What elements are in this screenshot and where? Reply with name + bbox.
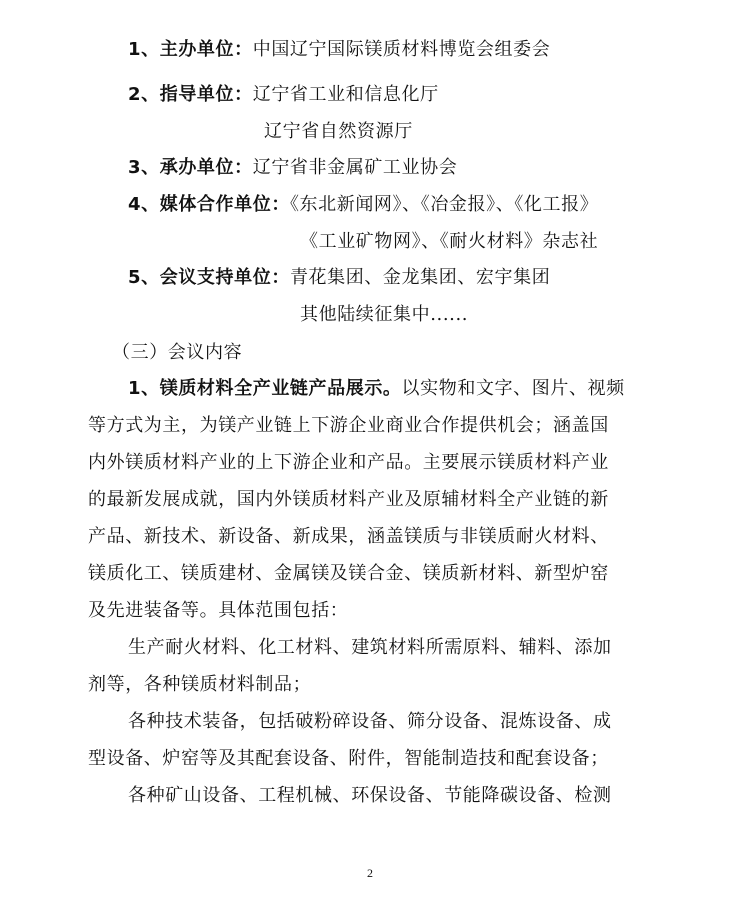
content-line: 等方式为主，为镁产业链上下游企业商业合作提供机会；涵盖国	[88, 415, 609, 436]
item-value: 《东北新闻网》、《冶金报》、《化工报》	[289, 194, 599, 215]
item-label: 主办单位：	[159, 39, 253, 60]
content-line: 内外镁质材料产业的上下游企业和产品。主要展示镁质材料产业	[88, 452, 609, 473]
item-2	[128, 83, 439, 107]
content-line: 剂等，各种镁质材料制品；	[88, 674, 312, 695]
item-4	[128, 193, 598, 217]
item-2-continuation: 辽宁省自然资源厅	[264, 121, 413, 142]
item-label: 会议支持单位：	[159, 267, 290, 288]
item-number: 1、	[128, 39, 160, 60]
item-label: 承办单位：	[159, 157, 253, 178]
section-heading: （三）会议内容	[112, 342, 243, 363]
page-number: 2	[367, 866, 373, 880]
content-line: 型设备、炉窑等及其配套设备、附件，智能制造技和配套设备；	[88, 748, 609, 769]
item-label: 指导单位：	[159, 84, 253, 105]
item-number: 5、	[128, 267, 160, 288]
item-1	[128, 38, 550, 62]
item-4-continuation: 《工业矿物网》、《耐火材料》杂志社	[300, 231, 599, 252]
item-number: 2、	[128, 84, 160, 105]
item-number: 3、	[128, 157, 160, 178]
item-value: 辽宁省工业和信息化厅	[252, 84, 439, 105]
item-label: 媒体合作单位：	[159, 194, 290, 215]
item-value: 辽宁省非金属矿工业协会	[252, 157, 458, 178]
content-line: 各种矿山设备、工程机械、环保设备、节能降碳设备、检测	[128, 785, 612, 806]
content-line: 的最新发展成就，国内外镁质材料产业及原辅材料全产业链的新	[88, 489, 609, 510]
content-lead-line	[128, 377, 625, 401]
item-value: 青花集团、金龙集团、宏宇集团	[289, 267, 551, 288]
item-3	[128, 156, 457, 180]
item-value: 中国辽宁国际镁质材料博览会组委会	[252, 39, 551, 60]
item-5-continuation: 其他陆续征集中......	[300, 304, 469, 325]
content-line: 生产耐火材料、化工材料、建筑材料所需原料、辅料、添加	[128, 637, 612, 658]
content-line: 及先进装备等。具体范围包括：	[88, 600, 349, 621]
item-5	[128, 266, 550, 290]
item-number: 4、	[128, 194, 160, 215]
content-text: 以实物和文字、图片、视频	[401, 378, 625, 399]
content-number: 1、	[128, 378, 160, 399]
content-line: 各种技术装备，包括破粉碎设备、筛分设备、混炼设备、成	[128, 711, 612, 732]
content-line: 产品、新技术、新设备、新成果，涵盖镁质与非镁质耐火材料、	[88, 526, 609, 547]
content-line: 镁质化工、镁质建材、金属镁及镁合金、镁质新材料、新型炉窑	[88, 563, 609, 584]
content-heading: 镁质材料全产业链产品展示。	[159, 378, 402, 399]
